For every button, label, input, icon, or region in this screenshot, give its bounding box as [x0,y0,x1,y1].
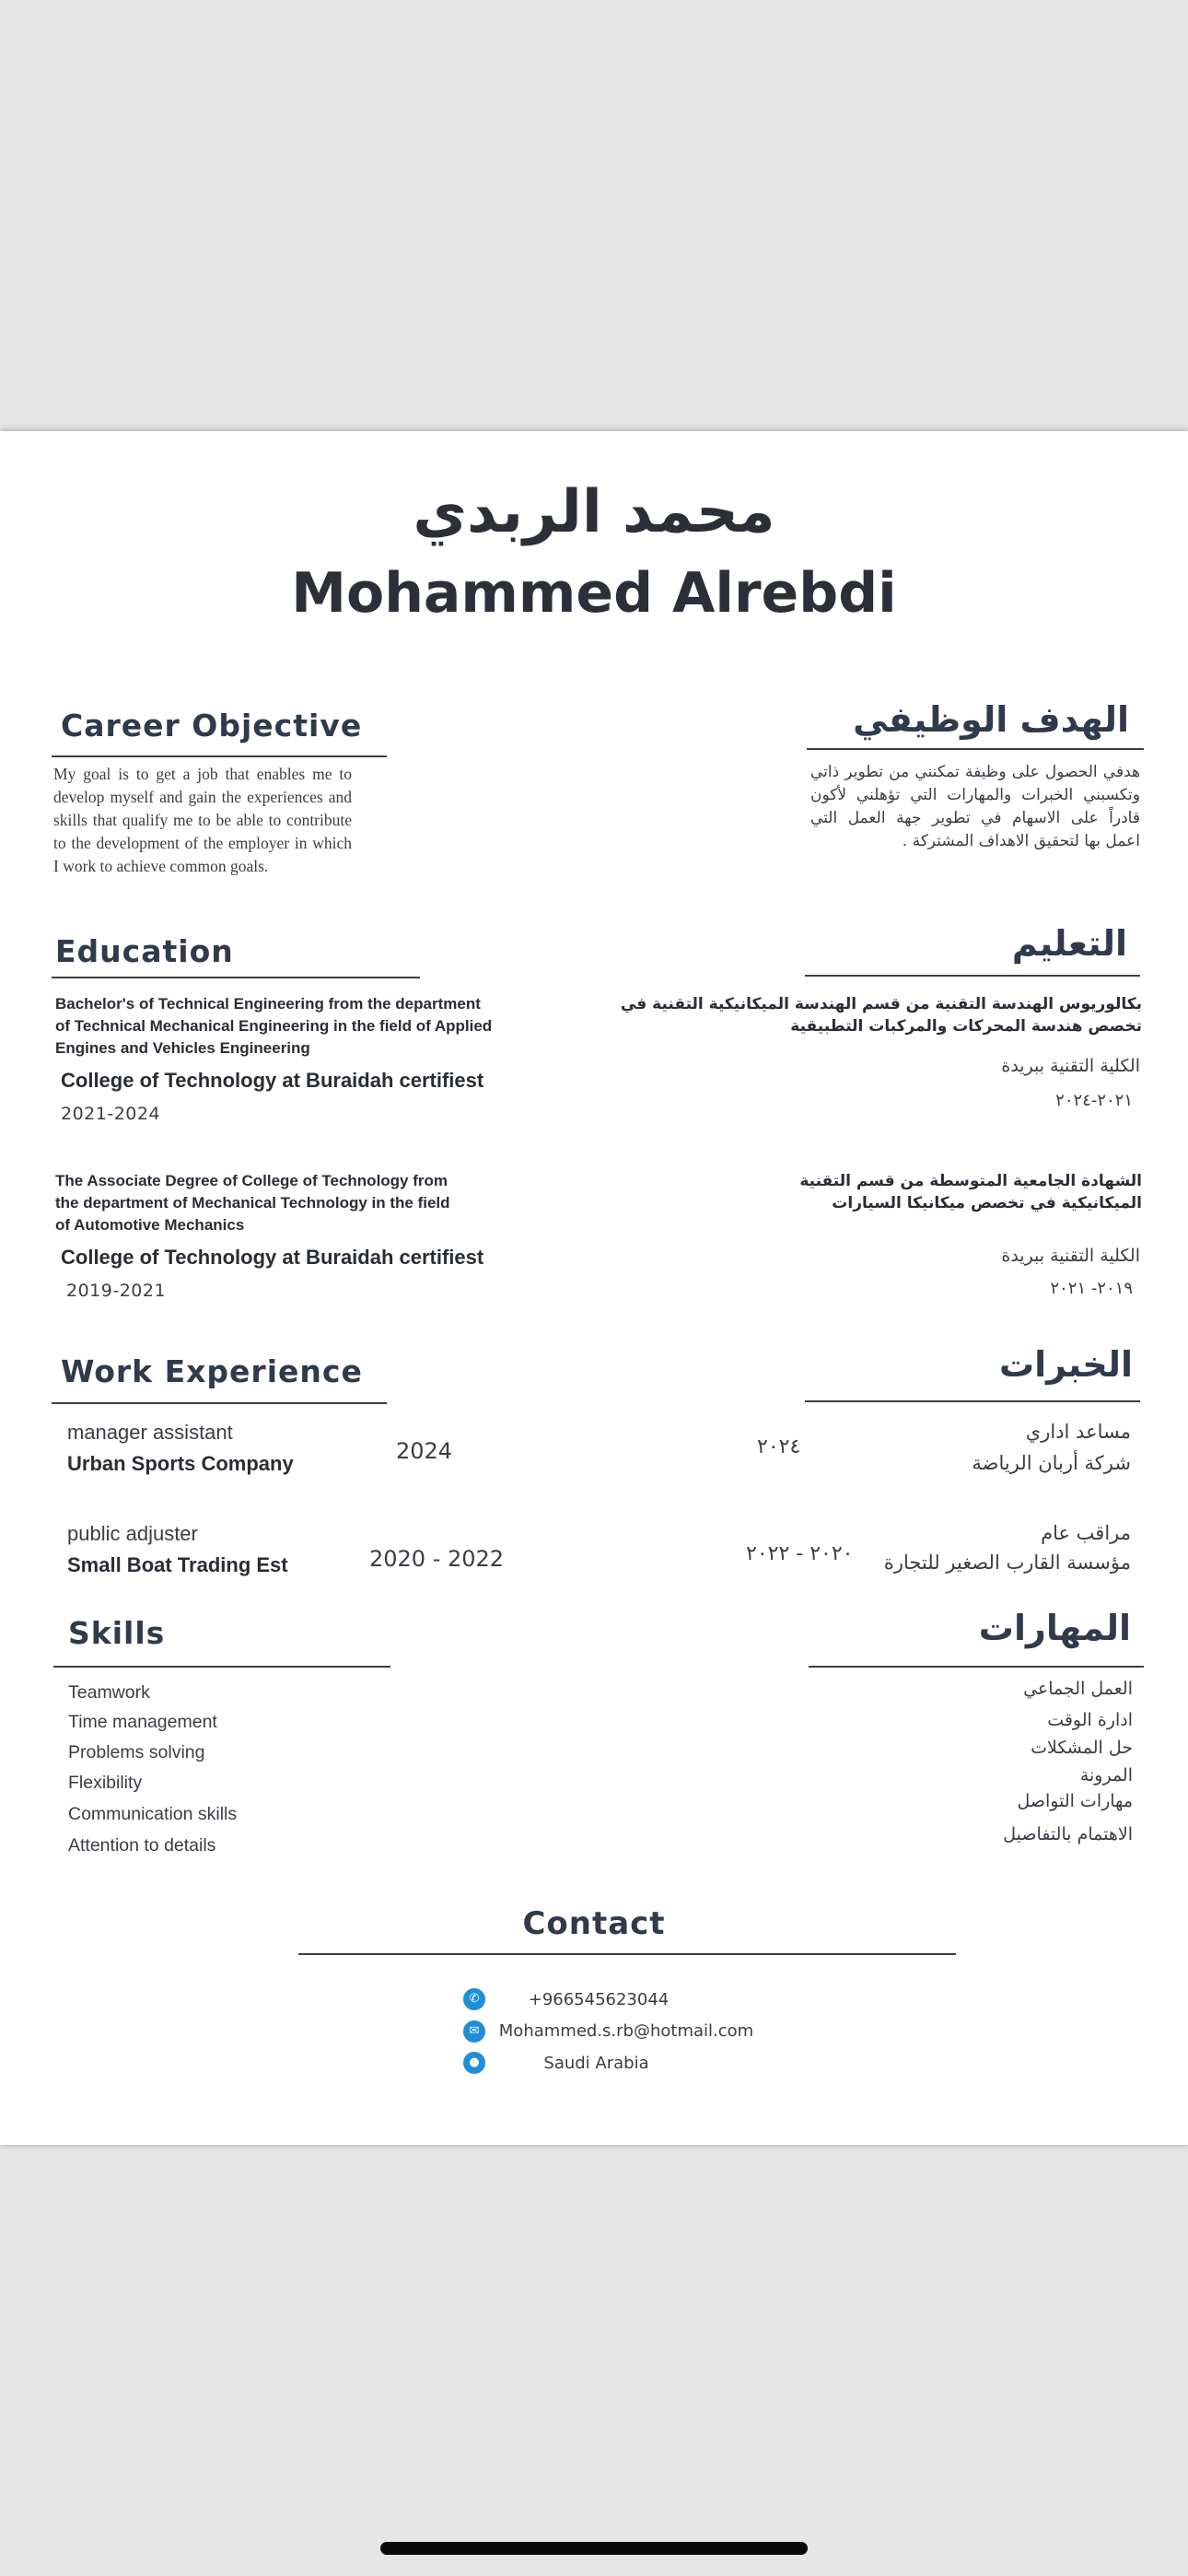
skills-rule-ar [809,1666,1144,1668]
contact-email[interactable]: Mohammed.s.rb@hotmail.com [498,2021,754,2041]
objective-rule-ar [807,748,1144,750]
skill-item-ar: مهارات التواصل [1017,1791,1133,1811]
location-pin-icon: ● [463,2052,485,2074]
objective-title-en: Career Objective [61,708,363,744]
education-school-ar: الكلية التقنية ببريدة [1001,1246,1140,1266]
experience-company-en: Small Boat Trading Est [67,1553,288,1576]
email-icon: ✉ [463,2020,485,2043]
education-title-en: Education [55,933,234,969]
experience-years-en: 2024 [396,1438,453,1464]
skill-item-en: Time management [68,1712,217,1732]
skill-item-ar: الاهتمام بالتفاصيل [1003,1824,1133,1844]
skills-title-en: Skills [68,1615,166,1651]
experience-role-ar: مساعد اداري [1025,1421,1131,1443]
experience-title-ar: الخبرات [998,1344,1133,1385]
experience-years-ar: ٢٠٢٠ - ٢٠٢٢ [746,1542,854,1565]
education-years-en: 2019-2021 [66,1281,167,1301]
home-indicator[interactable] [380,2542,808,2555]
experience-years-en: 2020 - 2022 [369,1546,505,1572]
contact-location: Saudi Arabia [543,2054,649,2073]
education-degree-en: The Associate Degree of College of Technology from the department of Mechanical Technology in the field of Automotive Mechanics [55,1172,450,1234]
objective-text-en: My goal is to get a job that enables me to develop myself and gain the experiences and skills that qualify me to be able to contribute to the development of the employer in which I work to achieve common goals. [53,765,352,875]
experience-title-en: Work Experience [61,1353,363,1389]
education-school-en: College of Technology at Buraidah certifiest [61,1069,484,1092]
name-english: Mohammed Alrebdi [291,561,897,626]
education-degree-en: Bachelor's of Technical Engineering from the department of Technical Mechanical Engineering in the field of Applied Engines and Vehicles Engineering [55,995,493,1057]
experience-years-ar: ٢٠٢٤ [757,1435,801,1458]
education-school-ar: الكلية التقنية ببريدة [1001,1056,1140,1076]
education-years-ar: ٢٠٢١-٢٠٢٤ [1055,1091,1133,1110]
skill-item-en: Communication skills [68,1804,238,1824]
skill-item-en: Attention to details [68,1835,216,1856]
experience-company-ar: مؤسسة القارب الصغير للتجارة [883,1551,1131,1574]
education-degree-ar: الشهادة الجامعية المتوسطة من قسم التقنية الميكانيكية في تخصص ميكانيكا السيارات [799,1172,1142,1212]
name-arabic: محمد الربدي [413,478,775,546]
experience-role-ar: مراقب عام [1041,1522,1131,1544]
experience-role-en: public adjuster [67,1522,198,1545]
skill-item-en: Teamwork [68,1682,150,1703]
phone-icon: ✆ [463,1988,485,2010]
experience-company-en: Urban Sports Company [67,1452,294,1475]
skills-title-ar: المهارات [978,1608,1131,1648]
education-degree-ar: بكالوريوس الهندسة التقنية من قسم الهندسة الميكانيكية التقنية في تخصص هندسة المحركات والمركبات التطبيقية [620,995,1142,1036]
resume-page [0,431,1188,2145]
experience-company-ar: شركة أربان الرياضة [972,1452,1131,1474]
objective-title-ar: الهدف الوظيفي [853,699,1129,740]
education-years-ar: ٢٠١٩- ٢٠٢١ [1050,1279,1133,1298]
experience-role-en: manager assistant [67,1421,233,1444]
skills-rule-en [53,1666,390,1668]
experience-rule-ar [805,1400,1140,1402]
contact-title: Contact [522,1905,666,1942]
skill-item-ar: ادارة الوقت [1047,1710,1133,1730]
experience-rule-en [52,1402,387,1404]
education-rule-ar [805,975,1140,977]
objective-rule-en [52,755,387,757]
skill-item-ar: حل المشكلات [1031,1738,1133,1758]
education-years-en: 2021-2024 [61,1104,161,1124]
education-title-ar: التعليم [1011,923,1127,964]
education-school-en: College of Technology at Buraidah certifiest [61,1246,484,1269]
skill-item-ar: العمل الجماعي [1023,1679,1133,1699]
skill-item-ar: المرونة [1079,1765,1133,1786]
contact-rule [298,1953,956,1955]
skill-item-en: Flexibility [68,1773,143,1793]
objective-text-ar: هدفي الحصول على وظيفة تمكنني من تطوير ذاتي وتكسبني الخبرات والمهارات التي تؤهلني لأكون قادراً على الاسهام في تطوير جهة العمل التي اعمل بها لتحقيق الاهداف المشتركة . [810,763,1140,850]
skill-item-en: Problems solving [68,1742,205,1762]
contact-phone[interactable]: +966545623044 [528,1990,670,2009]
education-rule-en [52,977,420,978]
